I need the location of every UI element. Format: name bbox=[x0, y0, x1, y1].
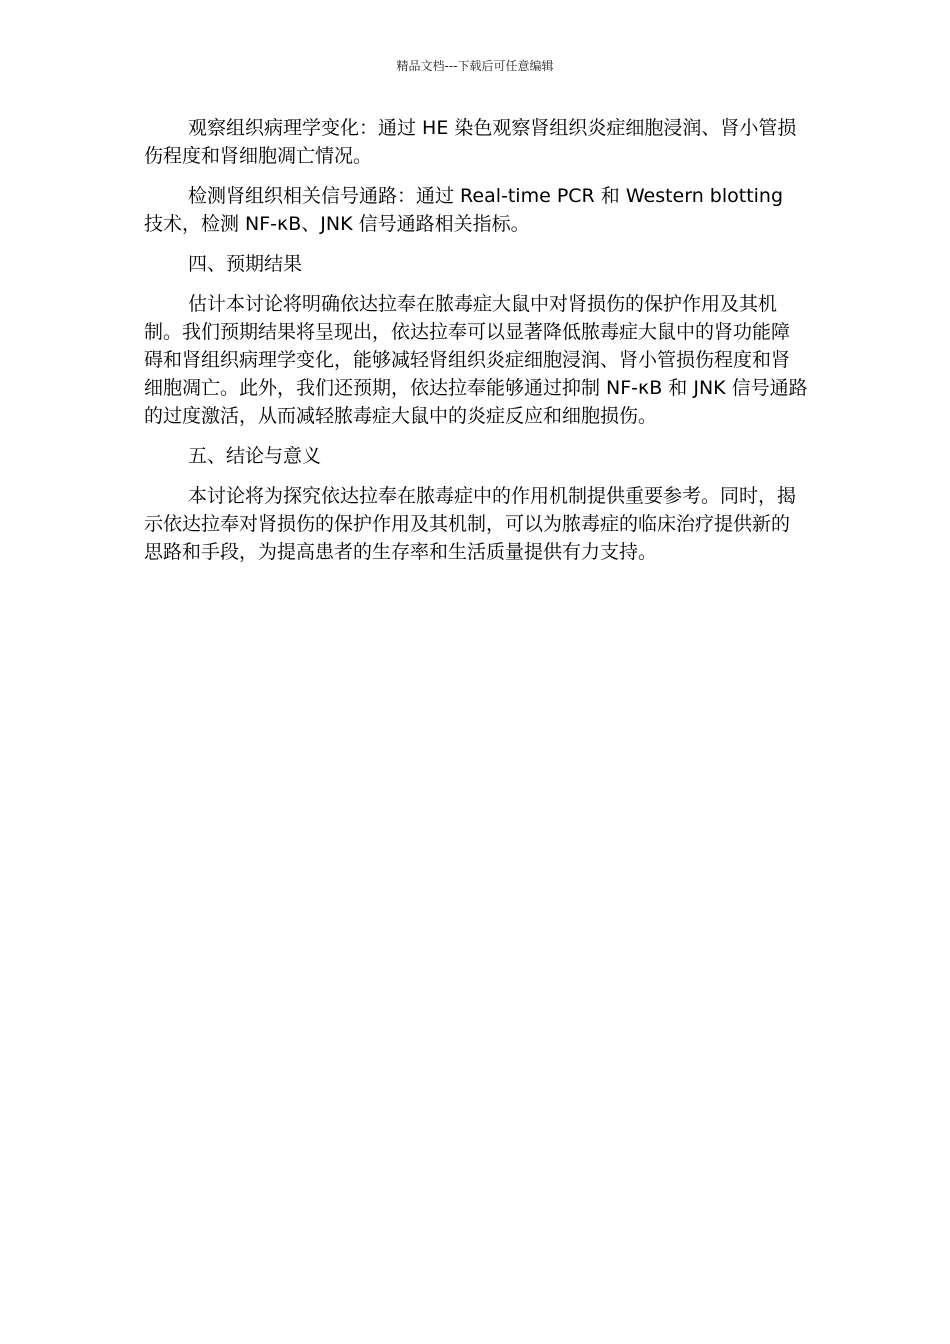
paragraph-signal-pathway: 检测肾组织相关信号通路：通过 Real-time PCR 和 Western blotting 技术，检测 NF-κB、JNK 信号通路相关指标。 bbox=[144, 185, 784, 235]
section-heading-conclusion: 五、结论与意义 bbox=[188, 445, 322, 467]
page-header: 精品文档---下载后可任意编辑 bbox=[396, 59, 554, 73]
document-body bbox=[144, 114, 808, 578]
section-heading-expected-results: 四、预期结果 bbox=[188, 253, 303, 275]
paragraph-histopathology: 观察组织病理学变化：通过 HE 染色观察肾组织炎症细胞浸润、肾小管损伤程度和肾细胞凋亡情况。 bbox=[144, 117, 797, 167]
paragraph-conclusion: 本讨论将为探究依达拉奉在脓毒症中的作用机制提供重要参考。同时，揭示依达拉奉对肾损伤的保护作用及其机制，可以为脓毒症的临床治疗提供新的思路和手段，为提高患者的生存率和生活质量提供有力支持。 bbox=[144, 485, 797, 563]
paragraph-expected-results: 估计本讨论将明确依达拉奉在脓毒症大鼠中对肾损伤的保护作用及其机制。我们预期结果将呈现出，依达拉奉可以显著降低脓毒症大鼠中的肾功能障碍和肾组织病理学变化，能够减轻肾组织炎症细胞浸润、肾小管损伤程度和肾细胞凋亡。此外，我们还预期，依达拉奉能够通过抑制 NF-κB 和 JNK 信号通路的过度激活，从而减轻脓毒症大鼠中的炎症反应和细胞损伤。 bbox=[144, 293, 808, 427]
